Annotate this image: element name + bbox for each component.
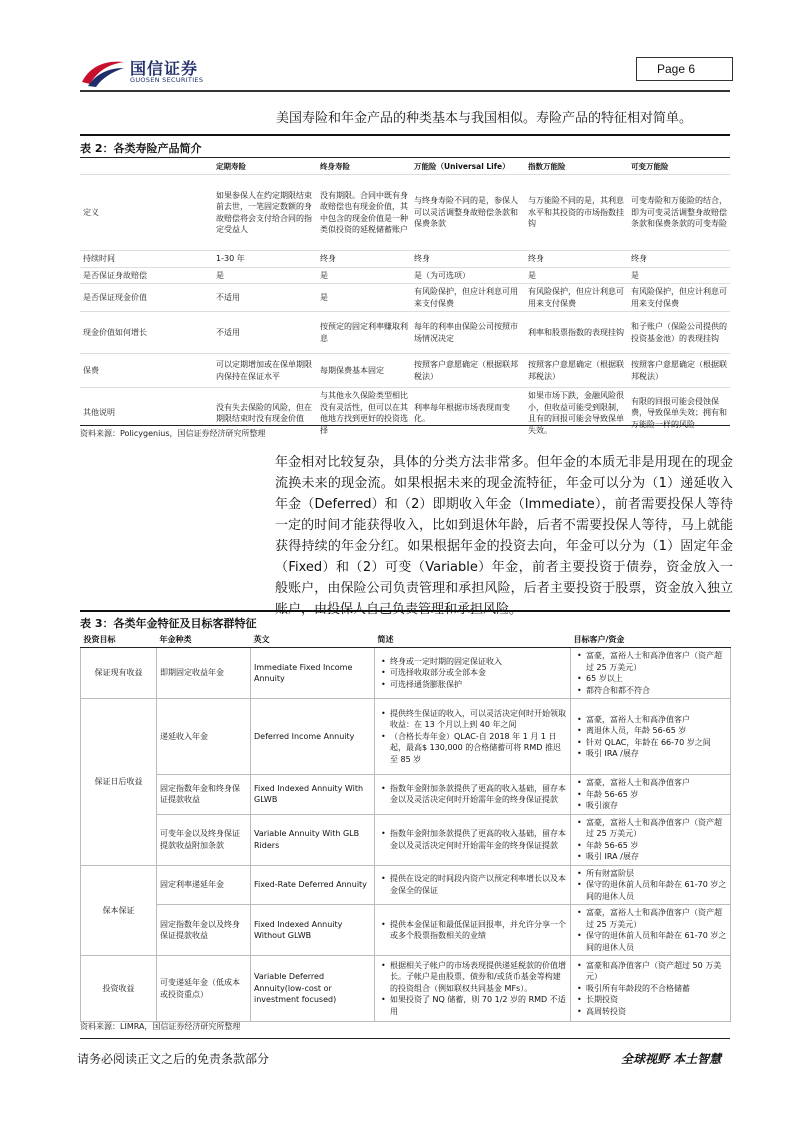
table2-row-label: 持续时间	[80, 251, 213, 268]
table3-desc-cell	[375, 956, 571, 1022]
header-divider	[80, 90, 730, 92]
table2-col-header: 定期寿险	[216, 162, 246, 172]
table2-cell: 可变寿险和万能险的结合，即为可变灵活调整身故赔偿条款和保费条款的可变寿险	[628, 175, 730, 251]
table3-target-item: • 65 岁以上	[586, 673, 727, 685]
table3-col-header: 年金种类	[157, 632, 251, 648]
table3-desc-item: • 提供在设定的时间段内资产以预定利率增长以及本金保全的保证	[390, 873, 567, 896]
table2-col-header: 终身寿险	[320, 162, 350, 172]
table2-title: 表 2：各类寿险产品简介	[80, 142, 202, 155]
table2-row-label: 保费	[80, 354, 213, 388]
table3-target-cell	[571, 775, 731, 815]
table2-cell: 终身	[628, 251, 730, 268]
table3-target-item: • 富豪和高净值客户（资产超过 50 万美元）	[586, 960, 727, 983]
table3-desc-cell	[375, 648, 571, 699]
table3-english-cell: Deferred Income Annuity	[251, 699, 375, 775]
table3-desc-item: • 可选择通货膨胀保护	[390, 679, 567, 691]
table3-english-cell: Fixed Indexed Annuity With GLWB	[251, 775, 375, 815]
table3-desc-item: • 可选择收取部分或全部本金	[390, 667, 567, 679]
table3-target-list	[574, 817, 727, 863]
table2-row	[80, 284, 730, 312]
table3-row	[81, 956, 731, 1022]
table2-header-row	[80, 160, 730, 175]
table3-type-cell: 即期固定收益年金	[157, 648, 251, 699]
table3-desc-item: • 指数年金附加条款提供了更高的收入基础，留存本金以及灵活决定何时开始需年金的终身保证提款	[390, 828, 567, 851]
table3-english-cell: Variable Deferred Annuity(low-cost or investment focused)	[251, 956, 375, 1022]
logo-text-en: GUOSEN SECURITIES	[130, 76, 204, 84]
table3-desc-list	[378, 828, 567, 851]
table3-desc-item: • 终身或一定时期的固定保证收入	[390, 656, 567, 668]
table2-cell: 与终身寿险不同的是，参保人可以灵活调整身故赔偿条款和保费条款	[411, 175, 525, 251]
disclaimer-note: 请务必阅读正文之后的免责条款部分	[77, 1052, 270, 1066]
table2-cell: 没有期限。合同中既有身故赔偿也有现金价值，其中包含的现金价值是一种类似投资的延税储蓄账户	[317, 175, 411, 251]
table2-col-header: 万能险（Universal Life）	[414, 162, 510, 172]
table2-row	[80, 175, 730, 251]
table3-target-item: • 年龄 56-65 岁	[586, 789, 727, 801]
table2-title-rule	[80, 157, 730, 158]
table3-target-cell	[571, 865, 731, 905]
table2-cell: 与万能险不同的是，其利息水平和其投资的市场指数挂钩	[525, 175, 628, 251]
table3-target-item: • 富豪，富裕人士和高净值客户	[586, 777, 727, 789]
table3-target-item: • 保守的退休前人员和年龄在 61-70 岁之间的退休人员	[586, 930, 727, 953]
table2-row	[80, 312, 730, 354]
table2-cell: 有风险保护，但应计利息可用来支付保费	[411, 284, 525, 312]
footer-slogan: 全球视野 本土智慧	[621, 1052, 722, 1066]
table3-target-item: • 高周转投资	[586, 1006, 727, 1018]
table3-target-item: • 富豪，富裕人士和高净值客户（资产超过 25 万美元）	[586, 817, 727, 840]
table2-col-header	[80, 160, 213, 175]
table3-type-cell: 可变年金以及终身保证提款收益附加条款	[157, 814, 251, 865]
table3-target-list	[574, 960, 727, 1018]
table2-cell: 没有失去保险的风险，但在期限结束时没有现金价值	[213, 388, 317, 439]
table3-desc-list	[378, 919, 567, 942]
table3-header-row	[81, 632, 731, 648]
table3-target-item: • 吸引所有年龄段的不合格储蓄	[586, 983, 727, 995]
table2-cell: 终身	[411, 251, 525, 268]
table2-cell: 可以定期增加或在保单期限内保持在保证水平	[213, 354, 317, 388]
table3-desc-cell	[375, 775, 571, 815]
table3-desc-list	[378, 960, 567, 1018]
table2-cell: 是（为可选项）	[411, 267, 525, 284]
table2-top-rule	[80, 134, 730, 136]
table3-desc-item: • 如果投资了 NQ 储蓄，则 70 1/2 岁的 RMD 不适用	[390, 994, 567, 1017]
table3-target-cell	[571, 905, 731, 956]
page-number: Page 6	[657, 62, 696, 76]
table2-row-label: 其他说明	[80, 388, 213, 439]
table3-target-item: • 吸引 IRA /展存	[586, 851, 727, 863]
table2-cell: 是	[628, 267, 730, 284]
table3-target-item: • 吸引滚存	[586, 800, 727, 812]
table2-cell: 和子账户（保险公司提供的投资基金池）的表现挂钩	[628, 312, 730, 354]
company-logo	[80, 54, 230, 88]
table2-cell: 是	[525, 267, 628, 284]
table2-cell: 1-30 年	[213, 251, 317, 268]
table3-col-header: 英文	[251, 632, 375, 648]
table2-cell: 终身	[317, 251, 411, 268]
logo-text-cn: 国信证券	[130, 59, 199, 78]
table3-target-item: • 所有财富阶层	[586, 868, 727, 880]
table2-cell: 是	[317, 284, 411, 312]
table3-target-list	[574, 714, 727, 760]
logo-mark-icon	[80, 56, 126, 88]
table3-goal-cell: 保本保证	[81, 865, 157, 956]
table3-row	[81, 905, 731, 956]
table3-target-cell	[571, 814, 731, 865]
table2-cell: 按照客户意愿确定（根据联邦税法）	[525, 354, 628, 388]
table3-desc-item: • 提供终生保证的收入，可以灵活决定何时开始领取收益：在 13 个月以上到 40 年之间	[390, 708, 567, 731]
table3-english-cell: Fixed-Rate Deferred Annuity	[251, 865, 375, 905]
table3-desc-cell	[375, 905, 571, 956]
table3-target-item: • 富豪，富裕人士和高净值客户（资产超过 25 万美元）	[586, 907, 727, 930]
table3-desc-list	[378, 656, 567, 691]
table2-cell: 按预定的固定利率赚取利息	[317, 312, 411, 354]
table3-target-item: • 吸引 IRA /展存	[586, 748, 727, 760]
table3-target-cell	[571, 648, 731, 699]
table3-desc-item: • （合格长寿年金）QLAC-自 2018 年 1 月 1 日起，最高$ 130,000 的合格储蓄可将 RMD 推迟至 85 岁	[390, 731, 567, 766]
table3-type-cell: 固定指数年金以及终身保证提款收益	[157, 905, 251, 956]
table2-cell: 有风险保护，但应计利息可用来支付保费	[628, 284, 730, 312]
table3-desc-list	[378, 708, 567, 766]
table3-row	[81, 814, 731, 865]
table3-target-cell	[571, 956, 731, 1022]
table2-cell: 按照客户意愿确定（根据联邦税法）	[411, 354, 525, 388]
table3-target-item: • 长期投资	[586, 994, 727, 1006]
table2-source: 资料来源：Policygenius，国信证券经济研究所整理	[80, 429, 266, 438]
table2-cell: 与其他永久保险类型相比没有灵活性，但可以在其他地方找到更好的投资选择	[317, 388, 411, 439]
table3-row	[81, 648, 731, 699]
table3-target-list	[574, 650, 727, 696]
table3-goal-cell: 投资收益	[81, 956, 157, 1022]
table3-col-header: 投资目标	[81, 632, 157, 648]
table3-target-item: • 针对 QLAC，年龄在 66-70 岁之间	[586, 737, 727, 749]
table3-type-cell: 可变递延年金（低成本或投资重点）	[157, 956, 251, 1022]
table3-target-item: • 离退休人员，年龄 56-65 岁	[586, 725, 727, 737]
table2-cell: 利率每年根据市场表现而变化。	[411, 388, 525, 439]
table3-type-cell: 递延收入年金	[157, 699, 251, 775]
table3-desc-cell	[375, 699, 571, 775]
page-number-box	[636, 57, 733, 81]
table3-col-header: 目标客户/资金	[571, 632, 731, 648]
table3-target-item: • 富豪，富裕人士和高净值客户	[586, 714, 727, 726]
table3-desc-item: • 指数年金附加条款提供了更高的收入基础，留存本金以及灵活决定何时开始需年金的终身保证提款	[390, 783, 567, 806]
table3-desc-item: • 根据相关子帐户的市场表现提供递延税款的价值增长。子帐户是由股票、债券和/或货币基金等构建的投资组合（例如联权共同基金 MFs）。	[390, 960, 567, 995]
table2-cell: 按照客户意愿确定（根据联邦税法）	[628, 354, 730, 388]
table3-desc-list	[378, 783, 567, 806]
table3-target-list	[574, 907, 727, 953]
table3-type-cell: 固定指数年金和终身保证提款收益	[157, 775, 251, 815]
table3-title: 表 3：各类年金特征及目标客群特征	[80, 617, 257, 630]
footer-divider	[80, 1038, 730, 1039]
table2-col-header: 可变万能险	[631, 162, 669, 172]
table3-desc-cell	[375, 865, 571, 905]
table3-goal-cell: 保证现有收益	[81, 648, 157, 699]
table3-target-item: • 保守的退休前人员和年龄在 61-70 岁之间的退休人员	[586, 879, 727, 902]
table2-row-label: 是否保证现金价值	[80, 284, 213, 312]
table2-cell: 每年的利率由保险公司按照市场情况决定	[411, 312, 525, 354]
intro-text: 美国寿险和年金产品的种类基本与我国相似。寿险产品的特征相对简单。	[276, 111, 693, 126]
table3-row	[81, 865, 731, 905]
table3-target-item: • 富豪，富裕人士和高净值客户（资产超过 25 万美元）	[586, 650, 727, 673]
table2-row-label: 是否保证身故赔偿	[80, 267, 213, 284]
table2-cell: 是	[213, 267, 317, 284]
table2-cell: 不适用	[213, 284, 317, 312]
table2-bottom-rule	[80, 425, 730, 426]
table2-col-header: 指数万能险	[528, 162, 566, 172]
table2-cell: 有限的回报可能会侵蚀保费，导致保单失效；拥有和万能险一样的风险	[628, 388, 730, 439]
table3-english-cell: Variable Annuity With GLB Riders	[251, 814, 375, 865]
annuity-paragraph	[275, 452, 733, 620]
table2-cell: 如果参保人在约定期限结束前去世，一笔固定数额的身故赔偿将会支付给合同的指定受益人	[213, 175, 317, 251]
table2-cell: 如果市场下跌，金融风险很小，但收益可能受到限制，且有的回报可能会导致保单失效。	[525, 388, 628, 439]
table2-cell: 不适用	[213, 312, 317, 354]
table3-target-item: • 都符合和都不符合	[586, 685, 727, 697]
table3-desc-list	[378, 873, 567, 896]
table3-target-list	[574, 777, 727, 812]
table2-cell: 是	[317, 267, 411, 284]
table2-cell: 有风险保护，但应计利息可用来支付保费	[525, 284, 628, 312]
table3-top-rule	[80, 610, 730, 612]
table3-english-cell: Immediate Fixed Income Annuity	[251, 648, 375, 699]
table3-row	[81, 775, 731, 815]
table3-source: 资料来源：LIMRA，国信证券经济研究所整理	[80, 1022, 241, 1031]
annuity-paragraph-text: 年金相对比较复杂，具体的分类方法非常多。但年金的本质无非是用现在的现金流换未来的现金流。如果根据未来的现金流特征，年金可以分为（1）递延收入年金（Deferred）和（2）即期收入年金（Immediate），前者需要投保人等待一定的时间才能获得收入，比如到退休年龄，后者不需要投保人等待，马上就能获得持续的年金分红。如果根据年金的投资去向，年金可以分为（1）固定年金（Fixed）和（2）可变（Variable）年金，前者主要投资于债券，资金放入一般账户，由保险公司负责管理和承担风险，后者主要投资于股票，资金放入独立账户，由投保人自己负责管理和承担风险。	[275, 455, 733, 617]
table2-row	[80, 354, 730, 388]
table2-row-label: 定义	[80, 175, 213, 251]
table3-target-cell	[571, 699, 731, 775]
table2-cell: 每期保费基本固定	[317, 354, 411, 388]
table2-row	[80, 267, 730, 284]
table3-type-cell: 固定利率递延年金	[157, 865, 251, 905]
table3-row	[81, 699, 731, 775]
table2-row-label: 现金价值如何增长	[80, 312, 213, 354]
annuity-table	[80, 632, 731, 1022]
table3-col-header: 简述	[375, 632, 571, 648]
table3-goal-cell: 保证日后收益	[81, 699, 157, 866]
table2-cell: 终身	[525, 251, 628, 268]
table2-row	[80, 251, 730, 268]
life-insurance-table	[80, 160, 730, 438]
table3-target-list	[574, 868, 727, 903]
table3-english-cell: Fixed Indexed Annuity Without GLWB	[251, 905, 375, 956]
table3-desc-cell	[375, 814, 571, 865]
table2-cell: 利率和股票指数的表现挂钩	[525, 312, 628, 354]
table3-desc-item: • 提供本金保证和最低保证回报率，并允许分享一个或多个股票指数相关的业绩	[390, 919, 567, 942]
table3-target-item: • 年龄 56-65 岁	[586, 840, 727, 852]
